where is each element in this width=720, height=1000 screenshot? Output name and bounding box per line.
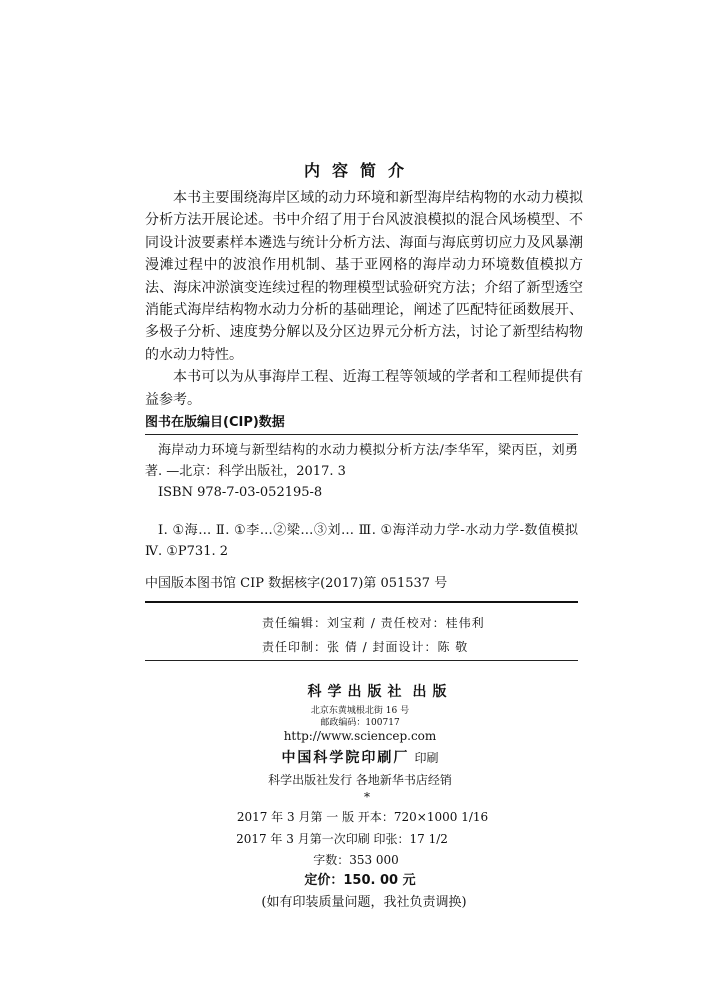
intro-text xyxy=(145,187,583,411)
edition-line: 2017 年 3 月第 一 版 开本：720×1000 1/16 xyxy=(236,810,489,824)
intro-paragraph: 本书可以为从事海岸工程、近海工程等领域的学者和工程师提供有益参考。 xyxy=(145,369,583,408)
edition-line: 2017 年 3 月第一次印刷 印张：17 1/2 xyxy=(236,832,448,846)
quality-notice: (如有印装质量问题，我社负责调换) xyxy=(261,895,467,910)
intro-paragraph: 本书主要围绕海岸区域的动力环境和新型海岸结构物的水动力模拟分析方法开展论述。书中介绍了用于台风波浪模拟的混合风场模型、不同设计波要素样本遴选与统计分析方法、海面与海底剪切应力及风暴潮漫滩过程中的波浪作用机制、基于亚网格的海岸动力环境数值模拟方法、海床冲淤演变连续过程的物理模型试验研究方法；介绍了新型透空消能式海岸结构物水动力分析的基础理论，阐述了匹配特征函数展开、多极子分析、速度势分解以及分区边界元分析方法，讨论了新型结构物的水动力特性。 xyxy=(145,190,583,363)
intro-title: 内容简介 xyxy=(303,161,416,180)
cip-top-rule xyxy=(145,434,578,435)
distribution-line: 科学出版社发行 各地新华书店经销 xyxy=(268,773,452,787)
printer-name: 中国科学院印刷厂 xyxy=(281,750,410,766)
cip-classification: Ⅰ. ①海… Ⅱ. ①李…②梁…③刘… Ⅲ. ①海洋动力学-水动力学-数值模拟 Ⅳ. ①P731. 2 xyxy=(145,523,578,559)
cip-classification-block xyxy=(145,520,578,562)
cip-entry: 海岸动力环境与新型结构的水动力模拟分析方法/李华军，梁丙臣，刘勇著. —北京：科学出版社，2017. 3 xyxy=(145,443,578,479)
publisher-postcode: 邮政编码：100717 xyxy=(320,718,400,728)
publisher-address: 北京东黄城根北街 16 号 xyxy=(310,706,410,716)
price: 定价：150. 00 元 xyxy=(304,873,416,888)
cip-isbn: ISBN 978-7-03-052195-8 xyxy=(158,485,323,500)
credits-line: 责任印制：张 倩 / 封面设计：陈 敬 xyxy=(262,640,469,654)
publisher-name-line xyxy=(40,681,720,701)
printer-suffix: 印刷 xyxy=(414,751,439,765)
separator-star: * xyxy=(364,790,370,804)
word-count: 字数：353 000 xyxy=(313,853,399,867)
cip-core-number: 中国版本图书馆 CIP 数据核字(2017)第 051537 号 xyxy=(145,576,448,591)
printer-line xyxy=(0,747,720,767)
cip-bottom-rule xyxy=(145,601,578,603)
publisher-name: 科学出版社 xyxy=(307,684,408,700)
cip-entry-block xyxy=(145,440,578,503)
publisher-url: http://www.sciencep.com xyxy=(283,729,437,743)
publisher-name-suffix: 出版 xyxy=(412,684,453,700)
cip-heading: 图书在版编目(CIP)数据 xyxy=(145,415,285,430)
publisher-block xyxy=(0,681,720,914)
credits-rule xyxy=(145,660,578,661)
credits-line: 责任编辑：刘宝莉 / 责任校对：桂伟利 xyxy=(262,616,485,630)
